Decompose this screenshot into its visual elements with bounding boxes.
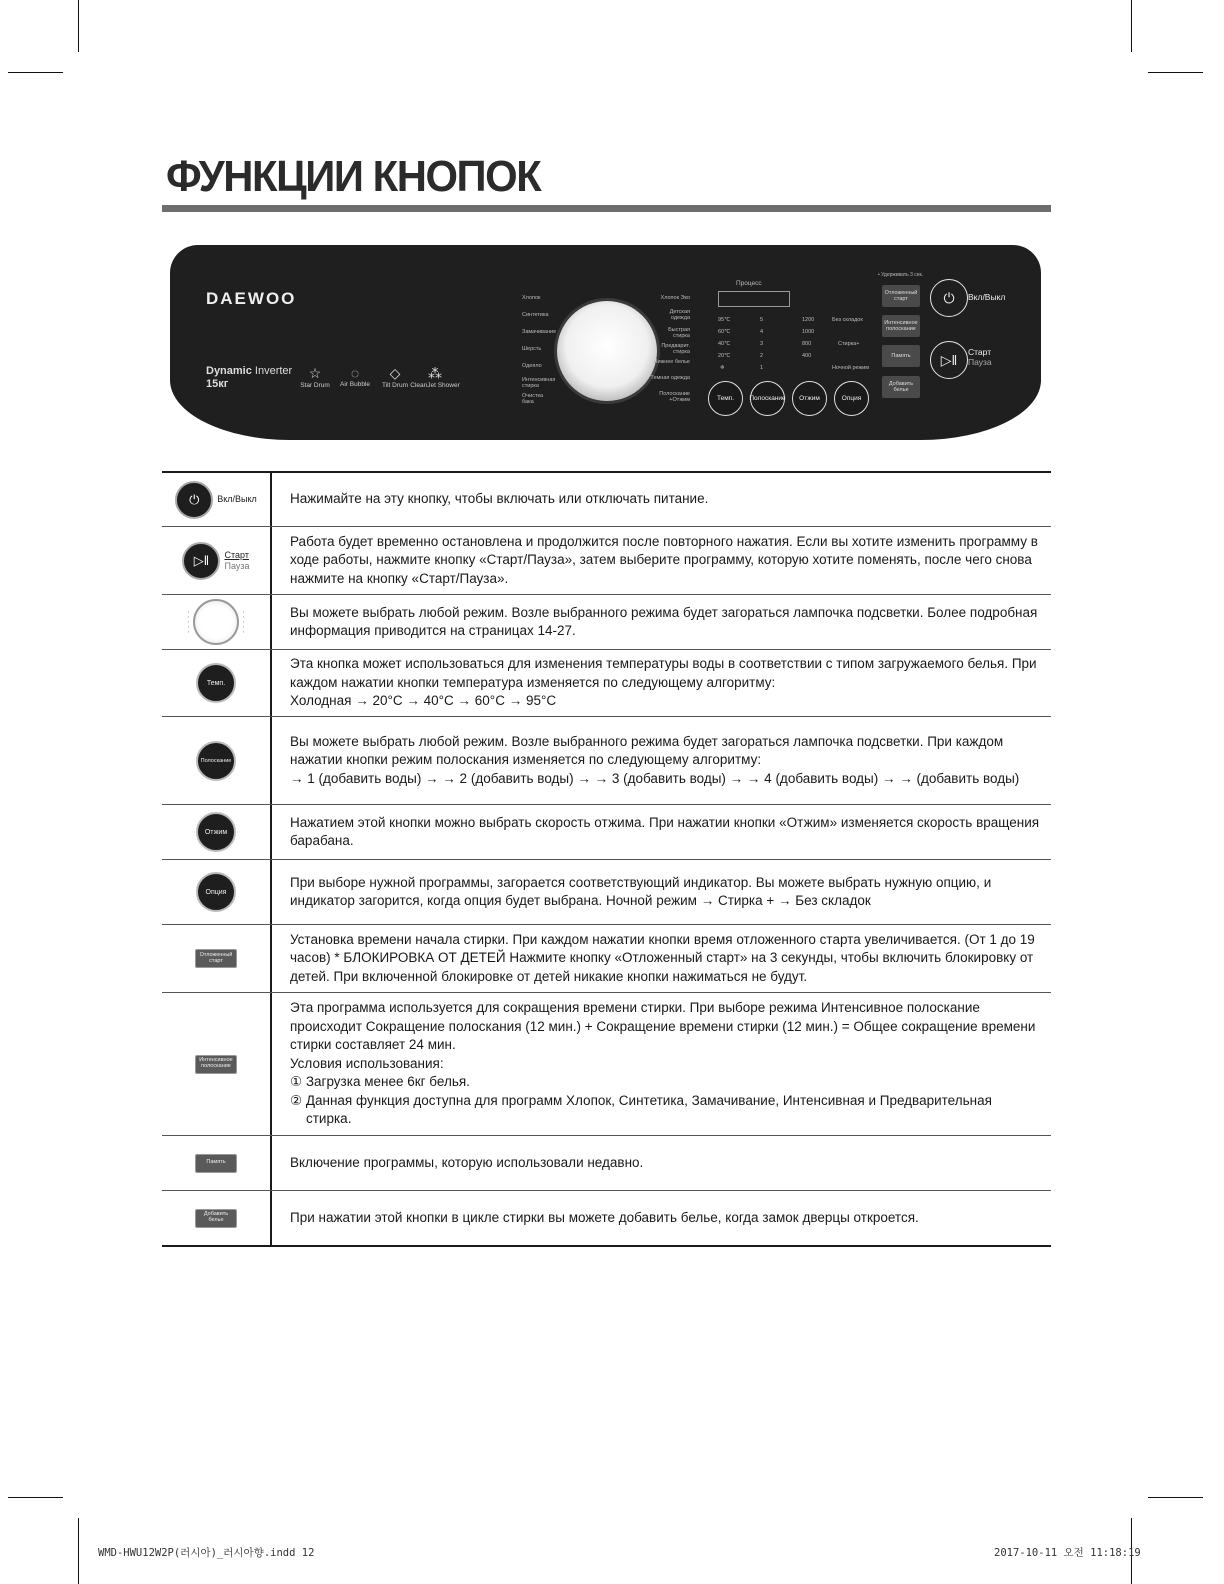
control-panel-illustration (170, 245, 1041, 440)
add-laundry-button[interactable]: Добавить белье (882, 376, 920, 398)
spin-value: 400 (802, 353, 812, 359)
temp-value: 40℃ (718, 341, 731, 347)
process-icons (718, 291, 790, 307)
table-row (162, 859, 1051, 924)
description-text: Эта кнопка может использоваться для изменения температуры воды в соответствии с типом загружаемого белья. При каждом нажатии кнопки температура изменяется по следующему алгоритму: (290, 656, 1037, 690)
crop-mark (1148, 1497, 1203, 1498)
temperature-sequence: Холодная → 20°C → 40°C → 60°C → 95°C (290, 693, 557, 709)
icon-label: Вкл/Выкл (217, 494, 257, 505)
program-label: Хлопок Эко (660, 295, 690, 301)
temp-value: ❄ (720, 365, 725, 371)
crop-mark (1148, 72, 1203, 73)
spin-button[interactable]: Отжим (792, 381, 827, 416)
option-button[interactable]: Опция (834, 381, 869, 416)
rinse-sequence: → 1 (добавить воды) → → 2 (добавить воды) → → 3 (добавить воды) → → 4 (добавить воды) → → (добавить воды) (290, 770, 1020, 786)
option-label: Без складок (832, 317, 863, 323)
program-label: Полоскание +Отжим (659, 391, 690, 403)
rinse-value: 5 (760, 317, 764, 323)
description-cell (272, 860, 1051, 924)
description-text: Установка времени начала стирки. При каждом нажатии кнопки время отложенного старта увеличивается. (От 1 до 19 часов) * БЛОКИРОВКА ОТ ДЕТЕЙ Нажмите кнопку «Отложенный старт» на 3 секунды, чтобы включить блокировку от детей. При включенной блокировке от детей никакие кнопки нажиматься не будут. (290, 931, 1035, 984)
rinse-value: 1 (760, 365, 764, 371)
temp-button[interactable]: Темп. (708, 381, 743, 416)
memory-button-icon: Память (195, 1154, 237, 1173)
rinse-value: 3 (760, 341, 764, 347)
conditions-heading: Условия использования: (290, 1055, 444, 1071)
spin-value: 800 (802, 341, 812, 347)
start-pause-label: Старт Пауза (968, 347, 992, 368)
spin-value: 1200 (802, 317, 815, 323)
model-name: Dynamic Inverter (206, 365, 293, 377)
description-cell (272, 925, 1051, 992)
crop-mark (78, 0, 79, 52)
crop-mark (8, 72, 63, 73)
hold-note: • Удерживать 3 сек. (878, 272, 924, 278)
crop-mark (78, 1518, 79, 1584)
program-label: Предварит. стирка (661, 343, 690, 355)
power-button[interactable] (930, 279, 968, 317)
table-row (162, 804, 1051, 859)
rinse-button[interactable]: Полоскание (750, 381, 785, 416)
button-functions-table (162, 471, 1051, 1247)
program-label: Шерсть (522, 346, 542, 352)
program-dial-icon (193, 599, 239, 645)
description-text: Включение программы, которую использовали недавно. (290, 1154, 644, 1170)
intensive-rinse-button[interactable]: Интенсивное полоскание (882, 315, 920, 337)
program-label: Нижнее белье (653, 359, 690, 365)
description-text: Вы можете выбрать любой режим. Возле выбранного режима будет загораться лампочка подсветки. Более подробная информация приводится на страницах 14-27. (290, 604, 1038, 638)
description-cell (272, 527, 1051, 594)
rinse-button-icon: Полоскание (196, 741, 236, 781)
table-row (162, 716, 1051, 804)
crop-mark (8, 1497, 63, 1498)
capacity: 15кг (206, 378, 229, 390)
table-row (162, 1190, 1051, 1245)
description-text: Эта программа используется для сокращения времени стирки. При выборе режима Интенсивное полоскание происходит Сокращение полоскания (12 мин.) + Сокращение времени стирки (12 мин.) = Общее сокращение времени стирки составляет 24 мин. (290, 1000, 1036, 1053)
condition-item: ① Загрузка менее 6кг белья. (290, 1074, 470, 1090)
program-label: Темная одежда (650, 375, 690, 381)
memory-button[interactable]: Память (882, 345, 920, 367)
description-text: Нажатием этой кнопки можно выбрать скорость отжима. При нажатии кнопки «Отжим» изменяется скорость вращения барабана. (290, 814, 1040, 848)
temp-button-icon: Темп. (196, 663, 236, 703)
power-label: Вкл/Выкл (968, 292, 1006, 302)
temp-value: 20℃ (718, 353, 731, 359)
page-title: ФУНКЦИИ КНОПОК (166, 152, 541, 201)
option-button-icon: Опция (196, 872, 236, 912)
temp-value: 60℃ (718, 329, 731, 335)
cleanjet-shower-icon: ⁂ (428, 365, 442, 381)
description-text: Работа будет временно остановлена и продолжится после повторного нажатия. Если вы хотите изменить программу в ходе работы, нажмите кнопку «Старт/Пауза», затем выберите программу, которую хотите поменять, после чего снова нажмите на кнопку «Старт/Пауза». (290, 533, 1038, 586)
icon-cell (162, 527, 272, 594)
icon-cell (162, 717, 272, 804)
temp-value: 95℃ (718, 317, 731, 323)
delay-start-button-icon: Отложенный старт (195, 949, 237, 968)
table-row (162, 924, 1051, 992)
spin-button-icon: Отжим (196, 812, 236, 852)
description-cell (272, 717, 1051, 804)
delay-start-button[interactable]: Отложенный старт (882, 285, 920, 307)
description-cell (272, 473, 1051, 526)
table-row (162, 992, 1051, 1135)
icon-cell (162, 1191, 272, 1245)
description-text: Нажимайте на эту кнопку, чтобы включать или отключать питание. (290, 491, 709, 507)
feature-air-bubble: ◌ Air Bubble (325, 365, 385, 388)
program-label: Детская одежда (669, 309, 690, 321)
program-label: Хлопок (522, 295, 541, 301)
brand-logo: DAEWOO (206, 289, 297, 308)
condition-item: ② Данная функция доступна для программ Хлопок, Синтетика, Замачивание, Интенсивная и Предварительная (290, 1092, 992, 1108)
description-cell (272, 1136, 1051, 1190)
table-row (162, 473, 1051, 526)
icon-cell (162, 1136, 272, 1190)
description-cell (272, 1191, 1051, 1245)
program-label: Замачивание (522, 329, 557, 335)
intensive-rinse-button-icon: Интенсивное полоскание (195, 1055, 237, 1074)
option-label: Стирка+ (838, 341, 860, 347)
footer-timestamp: 2017-10-11 오전 11:18:19 (994, 1547, 1141, 1559)
rinse-value: 2 (760, 353, 764, 359)
air-bubble-icon: ◌ (350, 365, 360, 381)
add-laundry-button-icon: Добавить белье (195, 1209, 237, 1228)
icon-cell (162, 925, 272, 992)
description-text: Вы можете выбрать любой режим. Возле выбранного режима будет загораться лампочка подсветки. При каждом нажатии кнопки режим полоскания изменяется по следующему алгоритму: (290, 733, 1004, 768)
program-label: Интенсивная стирка (522, 377, 556, 389)
description-text: При выборе нужной программы, загорается соответствующий индикатор. Вы можете выбрать нужную опцию, и индикатор загорится, когда опция будет выбрана. Ночной режим → Стирка + → Без складок (290, 874, 992, 908)
footer-file-info: WMD-HWU12W2P(러시아)_러시아향.indd 12 (98, 1547, 315, 1559)
table-row (162, 649, 1051, 716)
rinse-value: 4 (760, 329, 764, 335)
program-label: Быстрая стирка (668, 327, 690, 339)
crop-mark (1131, 0, 1132, 52)
program-label: Одеяло (522, 363, 542, 369)
condition-item-cont: стирка. (306, 1111, 352, 1127)
description-cell (272, 805, 1051, 859)
spin-value: 1000 (802, 329, 815, 335)
icon-cell (162, 473, 272, 526)
process-label: Процесс (736, 280, 762, 287)
power-icon: ⏻ (175, 481, 213, 519)
description-text: При нажатии этой кнопки в цикле стирки вы можете добавить белье, когда замок дверцы откроется. (290, 1209, 919, 1225)
description-cell (272, 650, 1051, 716)
icon-cell (162, 860, 272, 924)
start-pause-button[interactable] (930, 341, 968, 379)
feature-star-drum: ☆ Star Drum (285, 365, 345, 389)
icon-cell: ▪ ▪ ▪ ▪ ▪ ▪ ▪ ▪ ▪ ▪ (162, 595, 272, 649)
tilt-drum-icon: ◇ (389, 365, 401, 381)
icon-cell (162, 993, 272, 1135)
table-row (162, 526, 1051, 594)
option-label: Ночной режим (832, 365, 870, 371)
play-pause-icon: ▷‖ (182, 542, 220, 580)
table-row (162, 594, 1051, 649)
icon-cell (162, 805, 272, 859)
program-label: Синтетика (522, 312, 549, 318)
feature-tilt-drum: ◇ Tilt Drum (365, 365, 425, 389)
program-dial[interactable] (557, 301, 657, 401)
icon-cell (162, 650, 272, 716)
power-icon: ⏻ (943, 289, 955, 306)
star-drum-icon: ☆ (308, 365, 322, 381)
table-row (162, 1135, 1051, 1190)
icon-label: Старт Пауза (224, 549, 250, 571)
description-cell (272, 993, 1051, 1135)
feature-cleanjet-shower: ⁂ CleanJet Shower (405, 365, 465, 389)
play-pause-icon: ▷‖ (940, 351, 958, 368)
description-cell (272, 595, 1051, 649)
title-divider (162, 205, 1051, 212)
program-label: Очистка бака (522, 393, 544, 405)
